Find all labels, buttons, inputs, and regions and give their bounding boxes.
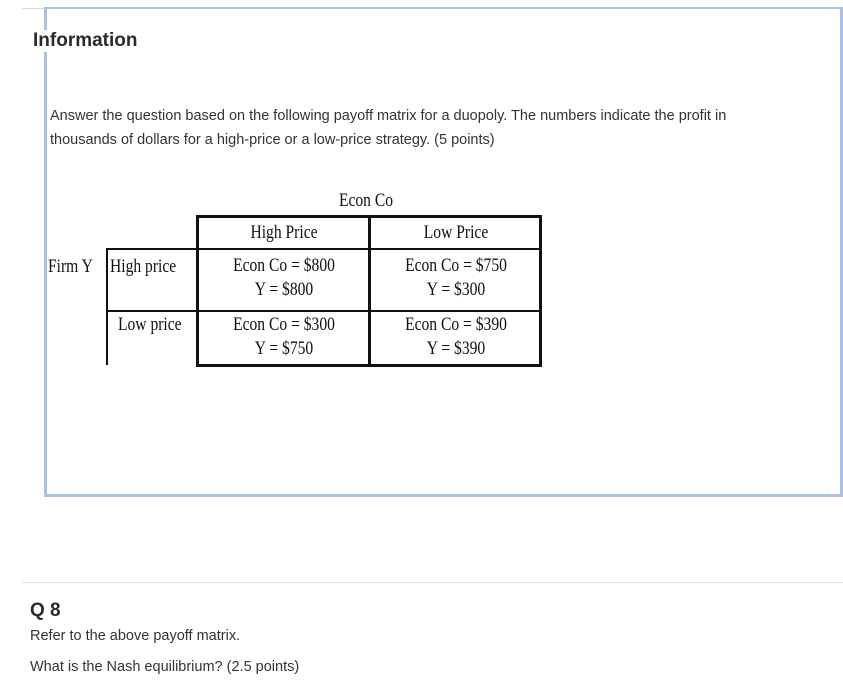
question-number: Q 8 [30, 600, 61, 621]
prompt-line-2: thousands of dollars for a high-price or a low-price strategy. (5 points) [50, 132, 495, 148]
cell-high-high-y: Y = $800 [254, 279, 314, 300]
row-label-low-price: Low price [118, 314, 182, 335]
cell-low-high-y: Y = $750 [254, 338, 314, 359]
matrix-row-divider [106, 310, 542, 312]
cell-high-low-econ: Econ Co = $750 [405, 255, 507, 276]
matrix-header-divider [106, 248, 542, 250]
payoff-matrix [46, 188, 546, 373]
matrix-bottom-border [196, 364, 542, 367]
question-text-line-1: Refer to the above payoff matrix. [30, 628, 241, 644]
row-label-high-price: High price [110, 256, 177, 277]
top-divider [22, 8, 44, 9]
information-heading: Information [33, 30, 138, 51]
question-text-line-2: What is the Nash equilibrium? (2.5 points) [30, 659, 300, 675]
matrix-right-border [539, 215, 542, 367]
cell-low-low-y: Y = $390 [426, 338, 486, 359]
cell-low-high-econ: Econ Co = $300 [233, 314, 335, 335]
information-prompt [50, 104, 830, 152]
matrix-left-border [196, 215, 199, 367]
cell-low-low-econ: Econ Co = $390 [405, 314, 507, 335]
row-label-left-border [106, 248, 108, 365]
row-player-label: Firm Y [48, 256, 93, 277]
prompt-line-1: Answer the question based on the following payoff matrix for a duopoly. The numbers indicate the profit in [50, 108, 727, 124]
column-player-label: Econ Co [338, 190, 394, 211]
column-header-low-price: Low Price [423, 222, 489, 243]
cell-high-low-y: Y = $300 [426, 279, 486, 300]
section-divider [22, 582, 843, 583]
column-header-high-price: High Price [250, 222, 318, 243]
matrix-middle-border [368, 215, 371, 367]
cell-high-high-econ: Econ Co = $800 [233, 255, 335, 276]
